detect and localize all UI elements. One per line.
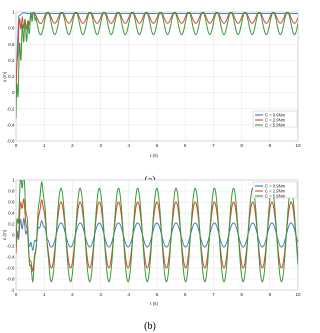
y-tick-label: 0.6 [8,199,15,205]
y-tick-label: -0.2 [6,243,15,249]
x-tick-label: 0 [14,292,18,297]
y-tick-label: 0 [11,90,15,96]
x-tick-label: 0 [14,143,18,148]
xlabel-a: t (s) [150,153,158,158]
x-tick-label: 1 [42,292,46,297]
x-tick-label: 10 [295,143,301,148]
x-tick-label: 8 [240,143,243,148]
chart-a [2,10,301,186]
x-tick-label: 3 [99,143,102,148]
legend-label: C = 2.9Nm [265,188,286,194]
y-tick-label: -0.6 [6,265,15,271]
x-tick-label: 9 [268,143,272,148]
y-tick-label: 0.2 [8,221,15,227]
y-tick-label: -0.4 [6,122,15,128]
y-tick-label: -0.2 [6,106,15,112]
legend-a [253,111,297,128]
y-tick-label: -0.8 [6,276,15,282]
legend-label: C = 0.9Nm [265,112,286,118]
y-tick-label: 0.8 [8,188,15,194]
x-tick-label: 7 [212,292,215,297]
xlabel-b: t (s) [150,301,158,306]
y-tick-label: -1 [10,287,15,293]
x-tick-label: 3 [99,292,102,297]
legend-b [253,182,297,199]
x-tick-label: 1 [42,143,46,148]
x-tick-label: 9 [268,292,272,297]
x-tick-label: 5 [155,143,159,148]
x-tick-label: 6 [183,143,187,148]
x-tick-label: 8 [240,292,243,297]
legend-label: C = 5.9Nm [265,122,286,128]
y-tick-label: 0.8 [8,25,15,31]
y-tick-label: -0.6 [6,138,15,144]
y-tick-label: 1 [11,9,15,15]
caption-b: (b) [144,321,156,332]
y-tick-label: 0.2 [8,74,15,80]
y-tick-label: 0.4 [8,210,15,216]
chart-b [2,174,301,332]
legend-label: C = 0.9Nm [265,183,286,189]
ylabel-a: x (m) [2,71,7,83]
x-tick-label: 6 [183,292,187,297]
x-tick-label: 4 [127,143,131,148]
legend-label: C = 2.9Nm [265,117,286,123]
y-tick-label: 1 [11,177,15,183]
x-tick-label: 2 [71,143,74,148]
x-tick-label: 5 [155,292,159,297]
y-tick-label: 0.4 [8,57,15,63]
x-tick-label: 7 [212,143,215,148]
x-tick-label: 4 [127,292,131,297]
ylabel-b: x (m) [2,229,7,241]
y-tick-label: 0.6 [8,41,15,47]
y-tick-label: 0 [11,232,15,238]
x-tick-label: 10 [295,292,301,297]
legend-label: C = 5.9Nm [265,193,286,199]
x-tick-label: 2 [71,292,74,297]
y-tick-label: -0.4 [6,254,15,260]
